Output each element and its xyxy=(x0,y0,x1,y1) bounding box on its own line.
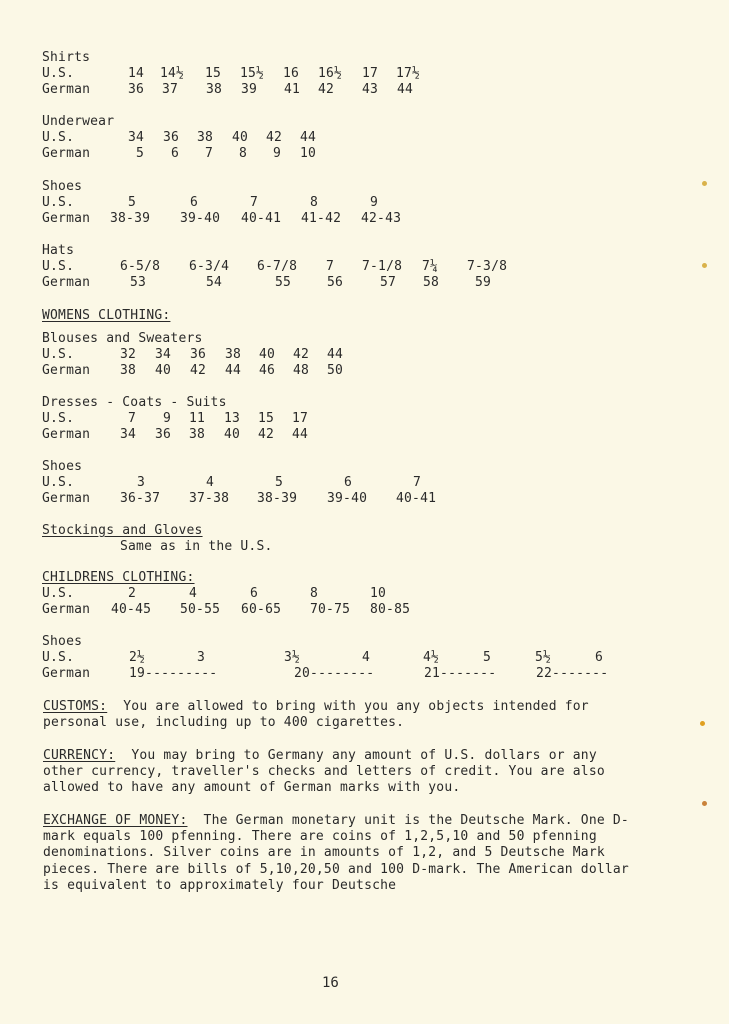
dresses-de-size: 38 xyxy=(189,427,206,442)
mens-shoes-us-size: 7 xyxy=(250,195,259,210)
customs-text: You are allowed to bring with you any objects intended for personal use, including up to 400 cigarettes. xyxy=(43,699,589,731)
dresses-de-size: 44 xyxy=(292,427,309,442)
shirts-us-label: U.S. xyxy=(42,66,75,81)
blouses-de-size: 46 xyxy=(259,363,276,378)
dresses-de-label: German xyxy=(42,427,91,442)
shirts-de-size: 36 xyxy=(128,82,145,97)
blouses-de-label: German xyxy=(42,363,91,378)
hats-us-size: 6-5/8 xyxy=(120,259,161,274)
stockings-note: Same as in the U.S. xyxy=(120,539,273,554)
childrens-de-size: 60-65 xyxy=(241,602,282,617)
childrens-us-size: 10 xyxy=(370,586,387,601)
hats-us-size: 7¼ xyxy=(422,259,439,274)
blouses-de-size: 38 xyxy=(120,363,137,378)
childrens-shoes-us-size: 5½ xyxy=(535,650,552,665)
hats-de-size: 58 xyxy=(423,275,440,290)
underwear-de-size: 10 xyxy=(300,146,317,161)
childrens-de-size: 80-85 xyxy=(370,602,411,617)
underwear-us-size: 42 xyxy=(266,130,283,145)
underwear-de-size: 8 xyxy=(239,146,248,161)
currency-label: CURRENCY: xyxy=(43,748,116,763)
underwear-us-size: 44 xyxy=(300,130,317,145)
womens-shoes-us-size: 4 xyxy=(206,475,215,490)
mens-shoes-de-size: 41-42 xyxy=(301,211,342,226)
childrens-de-label: German xyxy=(42,602,91,617)
hats-de-label: German xyxy=(42,275,91,290)
hats-de-size: 54 xyxy=(206,275,223,290)
dresses-de-size: 40 xyxy=(224,427,241,442)
womens-shoes-title: Shoes xyxy=(42,459,83,474)
mens-shoes-de-size: 38-39 xyxy=(110,211,151,226)
mens-shoes-de-label: German xyxy=(42,211,91,226)
hats-de-size: 57 xyxy=(380,275,397,290)
blouses-us-size: 44 xyxy=(327,347,344,362)
shirts-de-size: 43 xyxy=(362,82,379,97)
shirts-us-size: 14 xyxy=(128,66,145,81)
hats-us-size: 7 xyxy=(326,259,335,274)
blouses-us-size: 34 xyxy=(155,347,172,362)
childrens-shoes-de-size: 22------- xyxy=(536,666,609,681)
shirts-us-size: 15 xyxy=(205,66,222,81)
shirts-title: Shirts xyxy=(42,50,91,65)
childrens-shoes-us-size: 3 xyxy=(197,650,206,665)
shirts-us-size: 17 xyxy=(362,66,379,81)
hats-de-size: 59 xyxy=(475,275,492,290)
underwear-us-size: 40 xyxy=(232,130,249,145)
shirts-us-size: 16½ xyxy=(318,66,343,81)
dresses-de-size: 36 xyxy=(155,427,172,442)
underwear-de-size: 9 xyxy=(273,146,282,161)
childrens-shoes-us-size: 6 xyxy=(595,650,604,665)
mens-shoes-de-size: 39-40 xyxy=(180,211,221,226)
womens-shoes-de-size: 39-40 xyxy=(327,491,368,506)
blouses-de-size: 40 xyxy=(155,363,172,378)
dresses-us-label: U.S. xyxy=(42,411,75,426)
childrens-us-size: 4 xyxy=(189,586,198,601)
blouses-us-size: 32 xyxy=(120,347,137,362)
childrens-de-size: 40-45 xyxy=(111,602,152,617)
customs-label: CUSTOMS: xyxy=(43,699,108,714)
childrens-heading: CHILDRENS CLOTHING: xyxy=(42,570,195,585)
customs-paragraph xyxy=(43,699,643,731)
womens-shoes-de-size: 36-37 xyxy=(120,491,161,506)
shirts-us-size: 17½ xyxy=(396,66,421,81)
shirts-de-size: 38 xyxy=(206,82,223,97)
shirts-us-size: 16 xyxy=(283,66,300,81)
womens-heading: WOMENS CLOTHING: xyxy=(42,308,171,323)
underwear-title: Underwear xyxy=(42,114,115,129)
blouses-title: Blouses and Sweaters xyxy=(42,331,203,346)
childrens-shoes-us-size: 4 xyxy=(362,650,371,665)
shirts-de-size: 39 xyxy=(241,82,258,97)
dresses-us-size: 17 xyxy=(292,411,309,426)
childrens-shoes-de-size: 19--------- xyxy=(129,666,218,681)
shirts-us-size: 14½ xyxy=(160,66,185,81)
paper-speck xyxy=(702,801,707,806)
childrens-de-size: 50-55 xyxy=(180,602,221,617)
womens-shoes-us-label: U.S. xyxy=(42,475,75,490)
blouses-us-size: 40 xyxy=(259,347,276,362)
hats-us-size: 6-7/8 xyxy=(257,259,298,274)
underwear-us-size: 34 xyxy=(128,130,145,145)
underwear-us-label: U.S. xyxy=(42,130,75,145)
mens-shoes-de-size: 40-41 xyxy=(241,211,282,226)
childrens-de-size: 70-75 xyxy=(310,602,351,617)
hats-title: Hats xyxy=(42,243,75,258)
exchange-paragraph xyxy=(43,813,643,894)
paper-speck xyxy=(700,721,705,726)
dresses-us-size: 9 xyxy=(163,411,172,426)
childrens-shoes-us-label: U.S. xyxy=(42,650,75,665)
childrens-shoes-us-size: 2½ xyxy=(129,650,146,665)
shirts-de-label: German xyxy=(42,82,91,97)
page-number: 16 xyxy=(322,975,339,991)
childrens-us-size: 2 xyxy=(128,586,137,601)
childrens-shoes-us-size: 5 xyxy=(483,650,492,665)
blouses-us-label: U.S. xyxy=(42,347,75,362)
dresses-title: Dresses - Coats - Suits xyxy=(42,395,227,410)
hats-de-size: 55 xyxy=(275,275,292,290)
hats-us-size: 7-3/8 xyxy=(467,259,508,274)
childrens-shoes-us-size: 3½ xyxy=(284,650,301,665)
shirts-us-size: 15½ xyxy=(240,66,265,81)
dresses-us-size: 15 xyxy=(258,411,275,426)
dresses-de-size: 34 xyxy=(120,427,137,442)
exchange-label: EXCHANGE OF MONEY: xyxy=(43,813,188,828)
hats-de-size: 53 xyxy=(130,275,147,290)
blouses-us-size: 36 xyxy=(190,347,207,362)
hats-us-label: U.S. xyxy=(42,259,75,274)
mens-shoes-de-size: 42-43 xyxy=(361,211,402,226)
underwear-de-size: 5 xyxy=(136,146,145,161)
childrens-shoes-us-size: 4½ xyxy=(423,650,440,665)
womens-shoes-de-label: German xyxy=(42,491,91,506)
underwear-de-size: 6 xyxy=(171,146,180,161)
womens-shoes-de-size: 38-39 xyxy=(257,491,298,506)
mens-shoes-us-size: 9 xyxy=(370,195,379,210)
blouses-de-size: 50 xyxy=(327,363,344,378)
exchange-text: The German monetary unit is the Deutsche Mark. One D-mark equals 100 pfenning. There are coins of 1,2,5,10 and 50 pfenning denominations. Silver coins are in amounts of 1,2, and 5 Deutsche Mark pieces. There are bills of 5,10,20,50 and 100 D-mark. The American dollar is equivalent to approximately four Deutsche xyxy=(43,813,629,893)
stockings-title: Stockings and Gloves xyxy=(42,523,203,538)
underwear-de-label: German xyxy=(42,146,91,161)
mens-shoes-title: Shoes xyxy=(42,179,83,194)
mens-shoes-us-size: 8 xyxy=(310,195,319,210)
womens-shoes-us-size: 3 xyxy=(137,475,146,490)
blouses-us-size: 42 xyxy=(293,347,310,362)
womens-shoes-us-size: 7 xyxy=(413,475,422,490)
hats-us-size: 6-3/4 xyxy=(189,259,230,274)
currency-paragraph xyxy=(43,748,643,797)
mens-shoes-us-size: 5 xyxy=(128,195,137,210)
underwear-us-size: 36 xyxy=(163,130,180,145)
dresses-us-size: 7 xyxy=(128,411,137,426)
blouses-de-size: 42 xyxy=(190,363,207,378)
womens-shoes-us-size: 6 xyxy=(344,475,353,490)
shirts-de-size: 41 xyxy=(284,82,301,97)
underwear-de-size: 7 xyxy=(205,146,214,161)
shirts-de-size: 37 xyxy=(162,82,179,97)
blouses-de-size: 44 xyxy=(225,363,242,378)
mens-shoes-us-label: U.S. xyxy=(42,195,75,210)
paper-speck xyxy=(702,181,707,186)
childrens-us-size: 8 xyxy=(310,586,319,601)
childrens-shoes-de-size: 21------- xyxy=(424,666,497,681)
hats-de-size: 56 xyxy=(327,275,344,290)
childrens-us-label: U.S. xyxy=(42,586,75,601)
dresses-de-size: 42 xyxy=(258,427,275,442)
blouses-de-size: 48 xyxy=(293,363,310,378)
dresses-us-size: 13 xyxy=(224,411,241,426)
hats-us-size: 7-1/8 xyxy=(362,259,403,274)
womens-shoes-de-size: 40-41 xyxy=(396,491,437,506)
shirts-de-size: 44 xyxy=(397,82,414,97)
womens-shoes-de-size: 37-38 xyxy=(189,491,230,506)
underwear-us-size: 38 xyxy=(197,130,214,145)
paper-speck xyxy=(702,263,707,268)
dresses-us-size: 11 xyxy=(189,411,206,426)
currency-text: You may bring to Germany any amount of U.S. dollars or any other currency, traveller's checks and letters of credit. You are also allowed to have any amount of German marks with you. xyxy=(43,748,605,796)
blouses-us-size: 38 xyxy=(225,347,242,362)
womens-shoes-us-size: 5 xyxy=(275,475,284,490)
childrens-us-size: 6 xyxy=(250,586,259,601)
shirts-de-size: 42 xyxy=(318,82,335,97)
childrens-shoes-de-size: 20-------- xyxy=(294,666,375,681)
childrens-shoes-title: Shoes xyxy=(42,634,83,649)
childrens-shoes-de-label: German xyxy=(42,666,91,681)
mens-shoes-us-size: 6 xyxy=(190,195,199,210)
